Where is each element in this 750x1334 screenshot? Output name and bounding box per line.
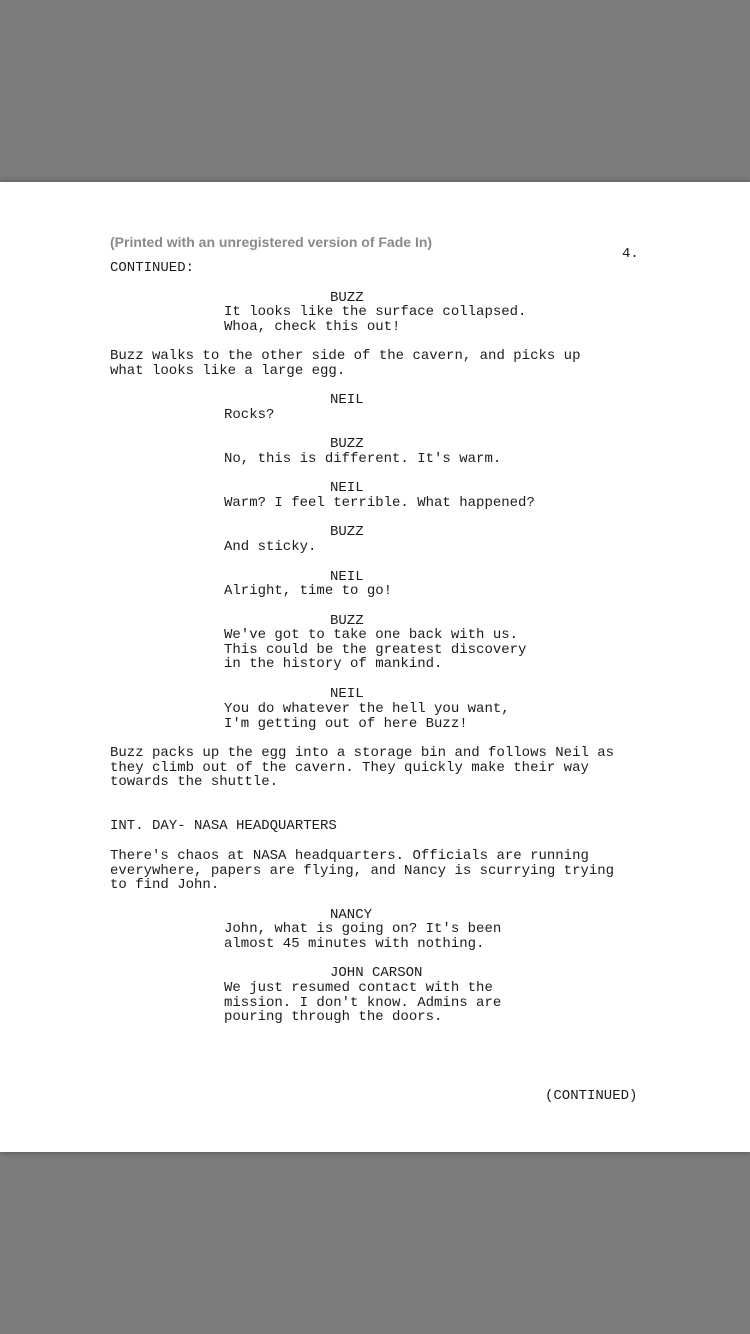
dialogue: We just resumed contact with the mission. I don't know. Admins are pouring through the doors. — [224, 980, 502, 1026]
dialogue: It looks like the surface collapsed. Whoa, check this out! — [224, 304, 527, 335]
continued-footer: (CONTINUED) — [545, 1088, 638, 1104]
scene-heading: INT. DAY- NASA HEADQUARTERS — [110, 818, 337, 834]
dialogue: John, what is going on? It's been almost 45 minutes with nothing. — [224, 921, 502, 952]
unregistered-banner: (Printed with an unregistered version of Fade In) — [110, 234, 433, 250]
action-line: There's chaos at NASA headquarters. Officials are running everywhere, papers are flying, and Nancy is scurrying trying to find John. — [110, 848, 615, 894]
character-name: NEIL — [330, 480, 364, 496]
character-name: JOHN CARSON — [330, 965, 423, 981]
character-name: NEIL — [330, 392, 364, 408]
page-number: 4. — [622, 246, 639, 262]
character-name: BUZZ — [330, 290, 364, 306]
character-name: BUZZ — [330, 436, 364, 452]
dialogue: You do whatever the hell you want, I'm getting out of here Buzz! — [224, 701, 510, 732]
action-line: Buzz packs up the egg into a storage bin and follows Neil as they climb out of the cavern. They quickly make their way towards the shuttle. — [110, 745, 615, 791]
character-name: BUZZ — [330, 613, 364, 629]
action-line: Buzz walks to the other side of the cavern, and picks up what looks like a large egg. — [110, 348, 581, 379]
character-name: NEIL — [330, 569, 364, 585]
dialogue: And sticky. — [224, 539, 317, 555]
script-page — [0, 182, 750, 1152]
character-name: NEIL — [330, 686, 364, 702]
dialogue: Alright, time to go! — [224, 583, 393, 599]
character-name: NANCY — [330, 907, 373, 923]
character-name: BUZZ — [330, 524, 364, 540]
dialogue: No, this is different. It's warm. — [224, 451, 502, 467]
dialogue: Rocks? — [224, 407, 275, 423]
dialogue: We've got to take one back with us. This could be the greatest discovery in the history of mankind. — [224, 627, 527, 673]
continued-header: CONTINUED: — [110, 260, 195, 276]
dialogue: Warm? I feel terrible. What happened? — [224, 495, 535, 511]
